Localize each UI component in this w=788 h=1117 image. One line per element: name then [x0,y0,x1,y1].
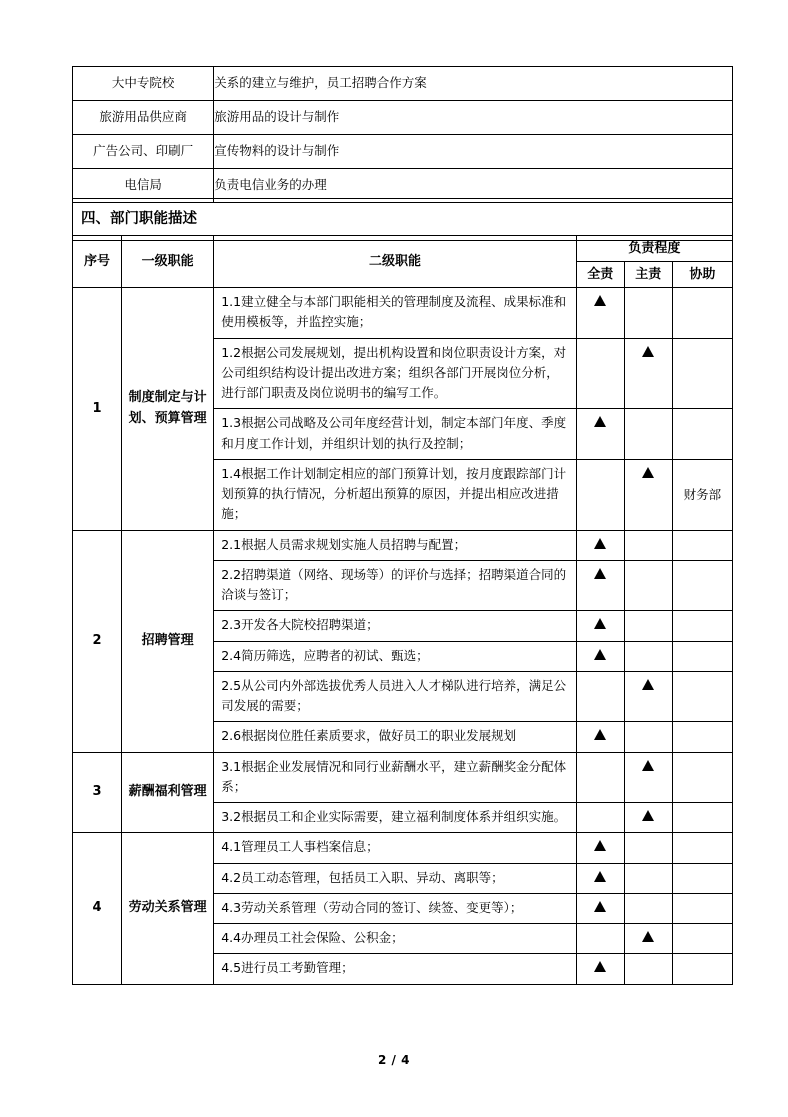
responsibility-marker-icon [642,467,654,478]
header-seq: 序号 [73,236,122,288]
degree-main-cell [624,893,672,923]
degree-assist-cell [672,338,732,409]
degree-full-cell [576,803,624,833]
degree-main-cell [624,288,672,339]
partner-desc-cell: 关系的建立与维护，员工招聘合作方案 [214,67,733,101]
responsibility-marker-icon [594,618,606,629]
degree-assist-cell [672,671,732,722]
degree-main-cell [624,409,672,460]
level2-function-cell: 4.2员工动态管理，包括员工入职、异动、离职等； [214,863,577,893]
responsibility-marker-icon [594,901,606,912]
degree-main-cell [624,611,672,641]
degree-full-cell [576,752,624,803]
header-degree-full: 全责 [576,262,624,288]
responsibility-marker-icon [594,871,606,882]
responsibility-marker-icon [642,931,654,942]
responsibility-marker-icon [594,729,606,740]
degree-full-cell [576,611,624,641]
degree-main-cell [624,560,672,611]
degree-full-cell [576,893,624,923]
header-level1: 一级职能 [122,236,214,288]
functions-table-head [73,236,733,288]
degree-main-cell [624,833,672,863]
header-degree-group: 负责程度 [576,236,732,262]
level1-function-cell: 制度制定与计划、预算管理 [122,288,214,531]
level2-function-cell: 4.1管理员工人事档案信息； [214,833,577,863]
level2-function-cell: 2.6根据岗位胜任素质要求，做好员工的职业发展规划 [214,722,577,752]
degree-full-cell [576,530,624,560]
degree-assist-cell [672,893,732,923]
degree-assist-cell [672,924,732,954]
partner-table [72,66,733,203]
table-row [73,752,733,803]
degree-assist-cell [672,833,732,863]
level1-function-cell: 劳动关系管理 [122,833,214,984]
degree-full-cell [576,863,624,893]
level1-function-cell: 招聘管理 [122,530,214,752]
level2-function-cell: 4.5进行员工考勤管理； [214,954,577,984]
degree-main-cell [624,722,672,752]
partner-name-cell: 广告公司、印刷厂 [73,135,214,169]
partner-name-cell: 大中专院校 [73,67,214,101]
responsibility-marker-icon [594,295,606,306]
responsibility-marker-icon [594,568,606,579]
degree-assist-cell [672,560,732,611]
partner-desc-cell: 负责电信业务的办理 [214,169,733,203]
section-heading-title: 四、部门职能描述 [73,199,733,241]
responsibility-marker-icon [594,961,606,972]
degree-full-cell [576,288,624,339]
degree-assist-cell [672,722,732,752]
level2-function-cell: 1.1建立健全与本部门职能相关的管理制度及流程、成果标准和使用模板等，并监控实施； [214,288,577,339]
partner-table-body [73,67,733,203]
degree-main-cell [624,530,672,560]
degree-main-cell [624,459,672,530]
responsibility-marker-icon [642,760,654,771]
responsibility-marker-icon [594,416,606,427]
table-row [73,135,733,169]
function-seq-cell: 1 [73,288,122,531]
function-seq-cell: 2 [73,530,122,752]
degree-main-cell [624,863,672,893]
level1-function-cell: 薪酬福利管理 [122,752,214,833]
degree-assist-cell [672,954,732,984]
degree-assist-cell [672,530,732,560]
page-footer: 2 / 4 [378,1053,410,1067]
function-seq-cell: 3 [73,752,122,833]
degree-full-cell [576,924,624,954]
degree-full-cell [576,833,624,863]
degree-assist-cell [672,752,732,803]
degree-main-cell [624,641,672,671]
partner-desc-cell: 宣传物料的设计与制作 [214,135,733,169]
level2-function-cell: 4.4办理员工社会保险、公积金； [214,924,577,954]
degree-assist-cell [672,288,732,339]
degree-main-cell [624,752,672,803]
degree-assist-cell: 财务部 [672,459,732,530]
level2-function-cell: 2.3开发各大院校招聘渠道； [214,611,577,641]
table-row [73,101,733,135]
header-row-top [73,236,733,262]
partner-desc-cell: 旅游用品的设计与制作 [214,101,733,135]
degree-full-cell [576,641,624,671]
level2-function-cell: 2.2招聘渠道（网络、现场等）的评价与选择；招聘渠道合同的洽谈与签订； [214,560,577,611]
degree-main-cell [624,954,672,984]
level2-function-cell: 3.1根据企业发展情况和同行业薪酬水平，建立薪酬奖金分配体系； [214,752,577,803]
table-row [73,67,733,101]
degree-assist-cell [672,863,732,893]
degree-assist-cell [672,803,732,833]
degree-assist-cell [672,611,732,641]
responsibility-marker-icon [642,346,654,357]
degree-assist-cell [672,641,732,671]
degree-full-cell [576,671,624,722]
degree-main-cell [624,338,672,409]
degree-full-cell [576,459,624,530]
responsibility-marker-icon [594,649,606,660]
responsibility-marker-icon [594,538,606,549]
header-degree-assist: 协助 [672,262,732,288]
level2-function-cell: 2.1根据人员需求规划实施人员招聘与配置； [214,530,577,560]
responsibility-marker-icon [594,840,606,851]
level2-function-cell: 3.2根据员工和企业实际需要，建立福利制度体系并组织实施。 [214,803,577,833]
level2-function-cell: 2.5从公司内外部选拔优秀人员进入人才梯队进行培养，满足公司发展的需要； [214,671,577,722]
degree-full-cell [576,560,624,611]
functions-table-body [73,288,733,985]
partner-name-cell: 电信局 [73,169,214,203]
table-row [73,530,733,560]
header-level2: 二级职能 [214,236,577,288]
level2-function-cell: 1.4根据工作计划制定相应的部门预算计划，按月度跟踪部门计划预算的执行情况，分析超出预算的原因，并提出相应改进措施； [214,459,577,530]
degree-full-cell [576,338,624,409]
degree-full-cell [576,409,624,460]
level2-function-cell: 4.3劳动关系管理（劳动合同的签订、续签、变更等）； [214,893,577,923]
responsibility-marker-icon [642,810,654,821]
partner-name-cell: 旅游用品供应商 [73,101,214,135]
department-functions-table [72,235,733,985]
degree-full-cell [576,722,624,752]
table-row [73,833,733,863]
degree-assist-cell [672,409,732,460]
degree-main-cell [624,924,672,954]
level2-function-cell: 1.2根据公司发展规划，提出机构设置和岗位职责设计方案，对公司组织结构设计提出改进方案；组织各部门开展岗位分析，进行部门职责及岗位说明书的编写工作。 [214,338,577,409]
level2-function-cell: 1.3根据公司战略及公司年度经营计划，制定本部门年度、季度和月度工作计划，并组织计划的执行及控制； [214,409,577,460]
degree-main-cell [624,671,672,722]
header-degree-main: 主责 [624,262,672,288]
degree-full-cell [576,954,624,984]
level2-function-cell: 2.4简历筛选，应聘者的初试、甄选； [214,641,577,671]
table-row [73,288,733,339]
degree-main-cell [624,803,672,833]
function-seq-cell: 4 [73,833,122,984]
responsibility-marker-icon [642,679,654,690]
